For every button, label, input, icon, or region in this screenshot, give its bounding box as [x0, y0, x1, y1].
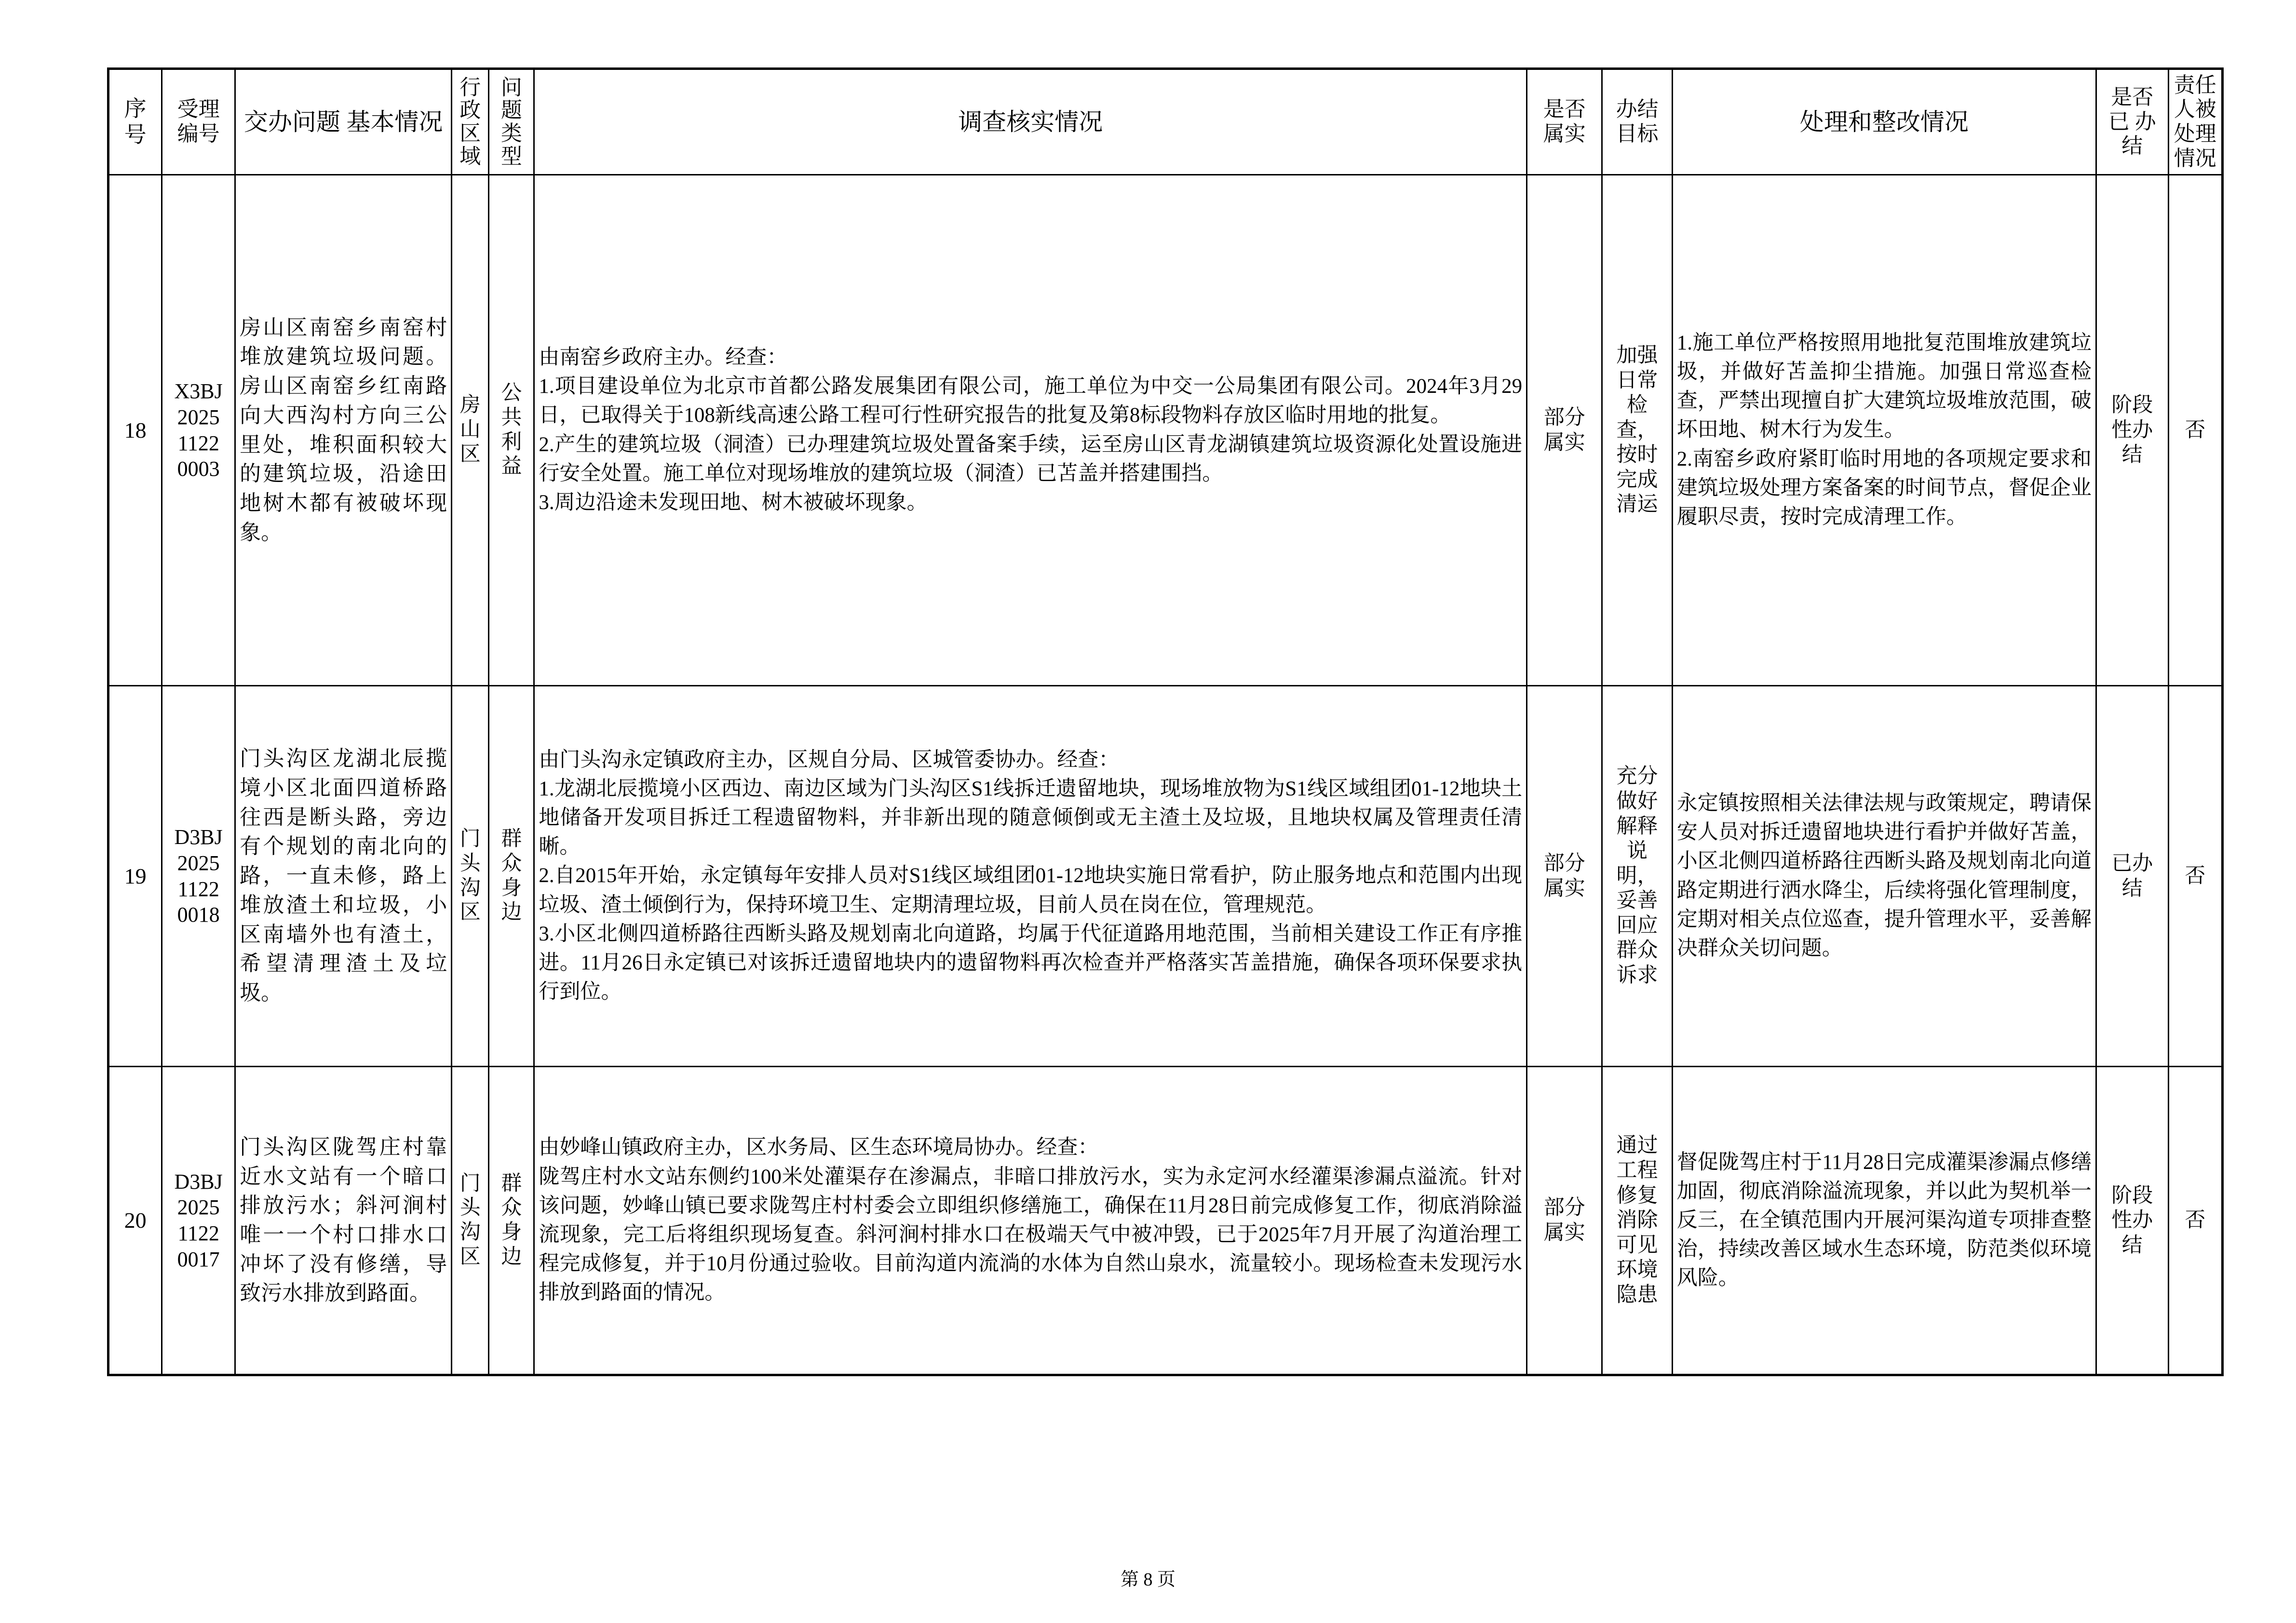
investigation-line: 由南窑乡政府主办。经查：: [539, 346, 788, 369]
treatment-line: 1.施工单位严格按照用地批复范围堆放建筑垃圾，并做好苫盖抑尘措施。加强日常巡查检查，严禁出现擅自扩大建筑垃圾堆放范围，破坏田地、树木行为发生。: [1676, 331, 2092, 442]
cell-goal: 通过 工程 修复 消除 可见 环境 隐患: [1602, 1067, 1672, 1375]
cell-situation: 门头沟区陇驾庄村靠近水文站有一个暗口排放污水；斜河涧村唯一一个村口排水口冲坏了没有修缮，导致污水排放到路面。: [235, 1067, 452, 1375]
cell-problem-type: 公 共 利 益: [489, 175, 534, 686]
cell-accept-no: D3BJ 2025 1122 0018: [162, 686, 235, 1067]
investigation-line: 3.小区北侧四道桥路往西断头路及规划南北向道路，均属于代征道路用地范围，当前相关建设工作正有序推进。11月26日永定镇已对该拆迁遗留地块内的遗留物料再次检查并严格落实苫盖措施，确保各项环保要求执行到位。: [539, 922, 1523, 1004]
cell-accept-no: D3BJ 2025 1122 0017: [162, 1067, 235, 1375]
cell-closed: 阶段 性办 结: [2096, 1067, 2168, 1375]
header-is-true: 是否 属实: [1527, 69, 1602, 175]
header-situation-line1: 交办问题: [243, 108, 340, 135]
investigation-line: 由门头沟永定镇政府主办，区规自分局、区城管委协办。经查：: [539, 748, 1120, 771]
cell-seq: 19: [108, 686, 162, 1067]
table-row: [108, 686, 2223, 1067]
cell-responsible: 否: [2168, 175, 2222, 686]
cell-problem-type: 群 众 身 边: [489, 1067, 534, 1375]
cell-treatment: [1672, 1067, 2096, 1375]
header-goal: 办结 目标: [1602, 69, 1672, 175]
cell-responsible: 否: [2168, 686, 2222, 1067]
table-header-row: [108, 69, 2223, 175]
header-situation-line2: 基本情况: [346, 108, 443, 135]
cell-investigation: [534, 175, 1527, 686]
cell-treatment: [1672, 686, 2096, 1067]
header-situation: [235, 69, 452, 175]
header-responsible: 责任 人被 处理 情况: [2168, 69, 2222, 175]
cell-district: 门 头 沟 区: [452, 1067, 489, 1375]
header-closed: 是否 已 办结: [2096, 69, 2168, 175]
cell-goal: 加强 日常 检 查， 按时 完成 清运: [1602, 175, 1672, 686]
cell-responsible: 否: [2168, 1067, 2222, 1375]
cell-situation: 门头沟区龙湖北辰揽境小区北面四道桥路往西是断头路，旁边有个规划的南北向的路，一直未修，路上堆放渣土和垃圾，小区南墙外也有渣土，希望清理渣土及垃圾。: [235, 686, 452, 1067]
treatment-line: 2.南窑乡政府紧盯临时用地的各项规定要求和建筑垃圾处理方案备案的时间节点，督促企业履职尽责，按时完成清理工作。: [1676, 447, 2092, 528]
investigation-line: 2.产生的建筑垃圾（洞渣）已办理建筑垃圾处置备案手续，运至房山区青龙湖镇建筑垃圾资源化处置设施进行安全处置。施工单位对现场堆放的建筑垃圾（洞渣）已苫盖并搭建围挡。: [539, 433, 1523, 485]
cell-situation: 房山区南窑乡南窑村堆放建筑垃圾问题。房山区南窑乡红南路向大西沟村方向三公里处，堆积面积较大的建筑垃圾，沿途田地树木都有被破坏现象。: [235, 175, 452, 686]
header-investigation: 调查核实情况: [534, 69, 1527, 175]
header-seq: 序号: [108, 69, 162, 175]
header-district: 行 政 区 域: [452, 69, 489, 175]
header-accept-no: [162, 69, 235, 175]
cell-accept-no: X3BJ 2025 1122 0003: [162, 175, 235, 686]
header-problem-type: 问 题 类 型: [489, 69, 534, 175]
cell-is-true: 部分 属实: [1527, 1067, 1602, 1375]
table-row: [108, 175, 2223, 686]
treatment-line: 永定镇按照相关法律法规与政策规定，聘请保安人员对拆迁遗留地块进行看护并做好苫盖，小区北侧四道桥路往西断头路及规划南北向道路定期进行洒水降尘，后续将强化管理制度，定期对相关点位巡查，提升管理水平，妥善解决群众关切问题。: [1676, 791, 2092, 960]
cell-district: 门 头 沟 区: [452, 686, 489, 1067]
header-treatment: 处理和整改情况: [1672, 69, 2096, 175]
cell-treatment: [1672, 175, 2096, 686]
cell-investigation: [534, 686, 1527, 1067]
investigation-line: 1.龙湖北辰揽境小区西边、南边区域为门头沟区S1线拆迁遗留地块，现场堆放物为S1线区域组团01-12地块土地储备开发项目拆迁工程遗留物料，并非新出现的随意倾倒或无主渣土及垃圾，且地块权属及管理责任清晰。: [539, 777, 1523, 858]
header-accept-no-line2: 编号: [177, 122, 220, 146]
cell-problem-type: 群 众 身 边: [489, 686, 534, 1067]
cell-closed: 已办 结: [2096, 686, 2168, 1067]
investigation-line: 3.周边沿途未发现田地、树木被破坏现象。: [539, 491, 928, 514]
cell-investigation: [534, 1067, 1527, 1375]
investigation-line: 由妙峰山镇政府主办，区水务局、区生态环境局协办。经查：: [539, 1136, 1099, 1159]
cell-goal: 充分 做好 解释 说 明， 妥善 回应 群众 诉求: [1602, 686, 1672, 1067]
table-body: [108, 175, 2223, 1375]
cell-closed: 阶段 性办 结: [2096, 175, 2168, 686]
cell-seq: 18: [108, 175, 162, 686]
issue-handling-table: [107, 67, 2224, 1376]
page-footer: 第 8 页: [1120, 1569, 1175, 1590]
treatment-line: 督促陇驾庄村于11月28日完成灌渠渗漏点修缮加固，彻底消除溢流现象，并以此为契机举一反三，在全镇范围内开展河渠沟道专项排查整治，持续改善区域水生态环境，防范类似环境风险。: [1676, 1151, 2092, 1290]
investigation-line: 2.自2015年开始，永定镇每年安排人员对S1线区域组团01-12地块实施日常看护，防止服务地点和范围内出现垃圾、渣土倾倒行为，保持环境卫生、定期清理垃圾，目前人员在岗在位，管理规范。: [539, 864, 1523, 916]
cell-seq: 20: [108, 1067, 162, 1375]
investigation-line: 陇驾庄村水文站东侧约100米处灌渠存在渗漏点，非暗口排放污水，实为永定河水经灌渠渗漏点溢流。针对该问题，妙峰山镇已要求陇驾庄村村委会立即组织修缮施工，确保在11月28日前完成修复工作，彻底消除溢流现象，完工后将组织现场复查。斜河涧村排水口在极端天气中被冲毁，已于2025年7月开展了沟道治理工程完成修复，并于10月份通过验收。目前沟道内流淌的水体为自然山泉水，流量较小。现场检查未发现污水排放到路面的情况。: [539, 1165, 1523, 1304]
investigation-line: 1.项目建设单位为北京市首都公路发展集团有限公司，施工单位为中交一公局集团有限公司。2024年3月29日，已取得关于108新线高速公路工程可行性研究报告的批复及第8标段物料存放区临时用地的批复。: [539, 375, 1523, 427]
table-row: [108, 1067, 2223, 1375]
cell-district: 房 山 区: [452, 175, 489, 686]
cell-is-true: 部分 属实: [1527, 175, 1602, 686]
header-accept-no-line1: 受理: [177, 97, 220, 121]
cell-is-true: 部分 属实: [1527, 686, 1602, 1067]
